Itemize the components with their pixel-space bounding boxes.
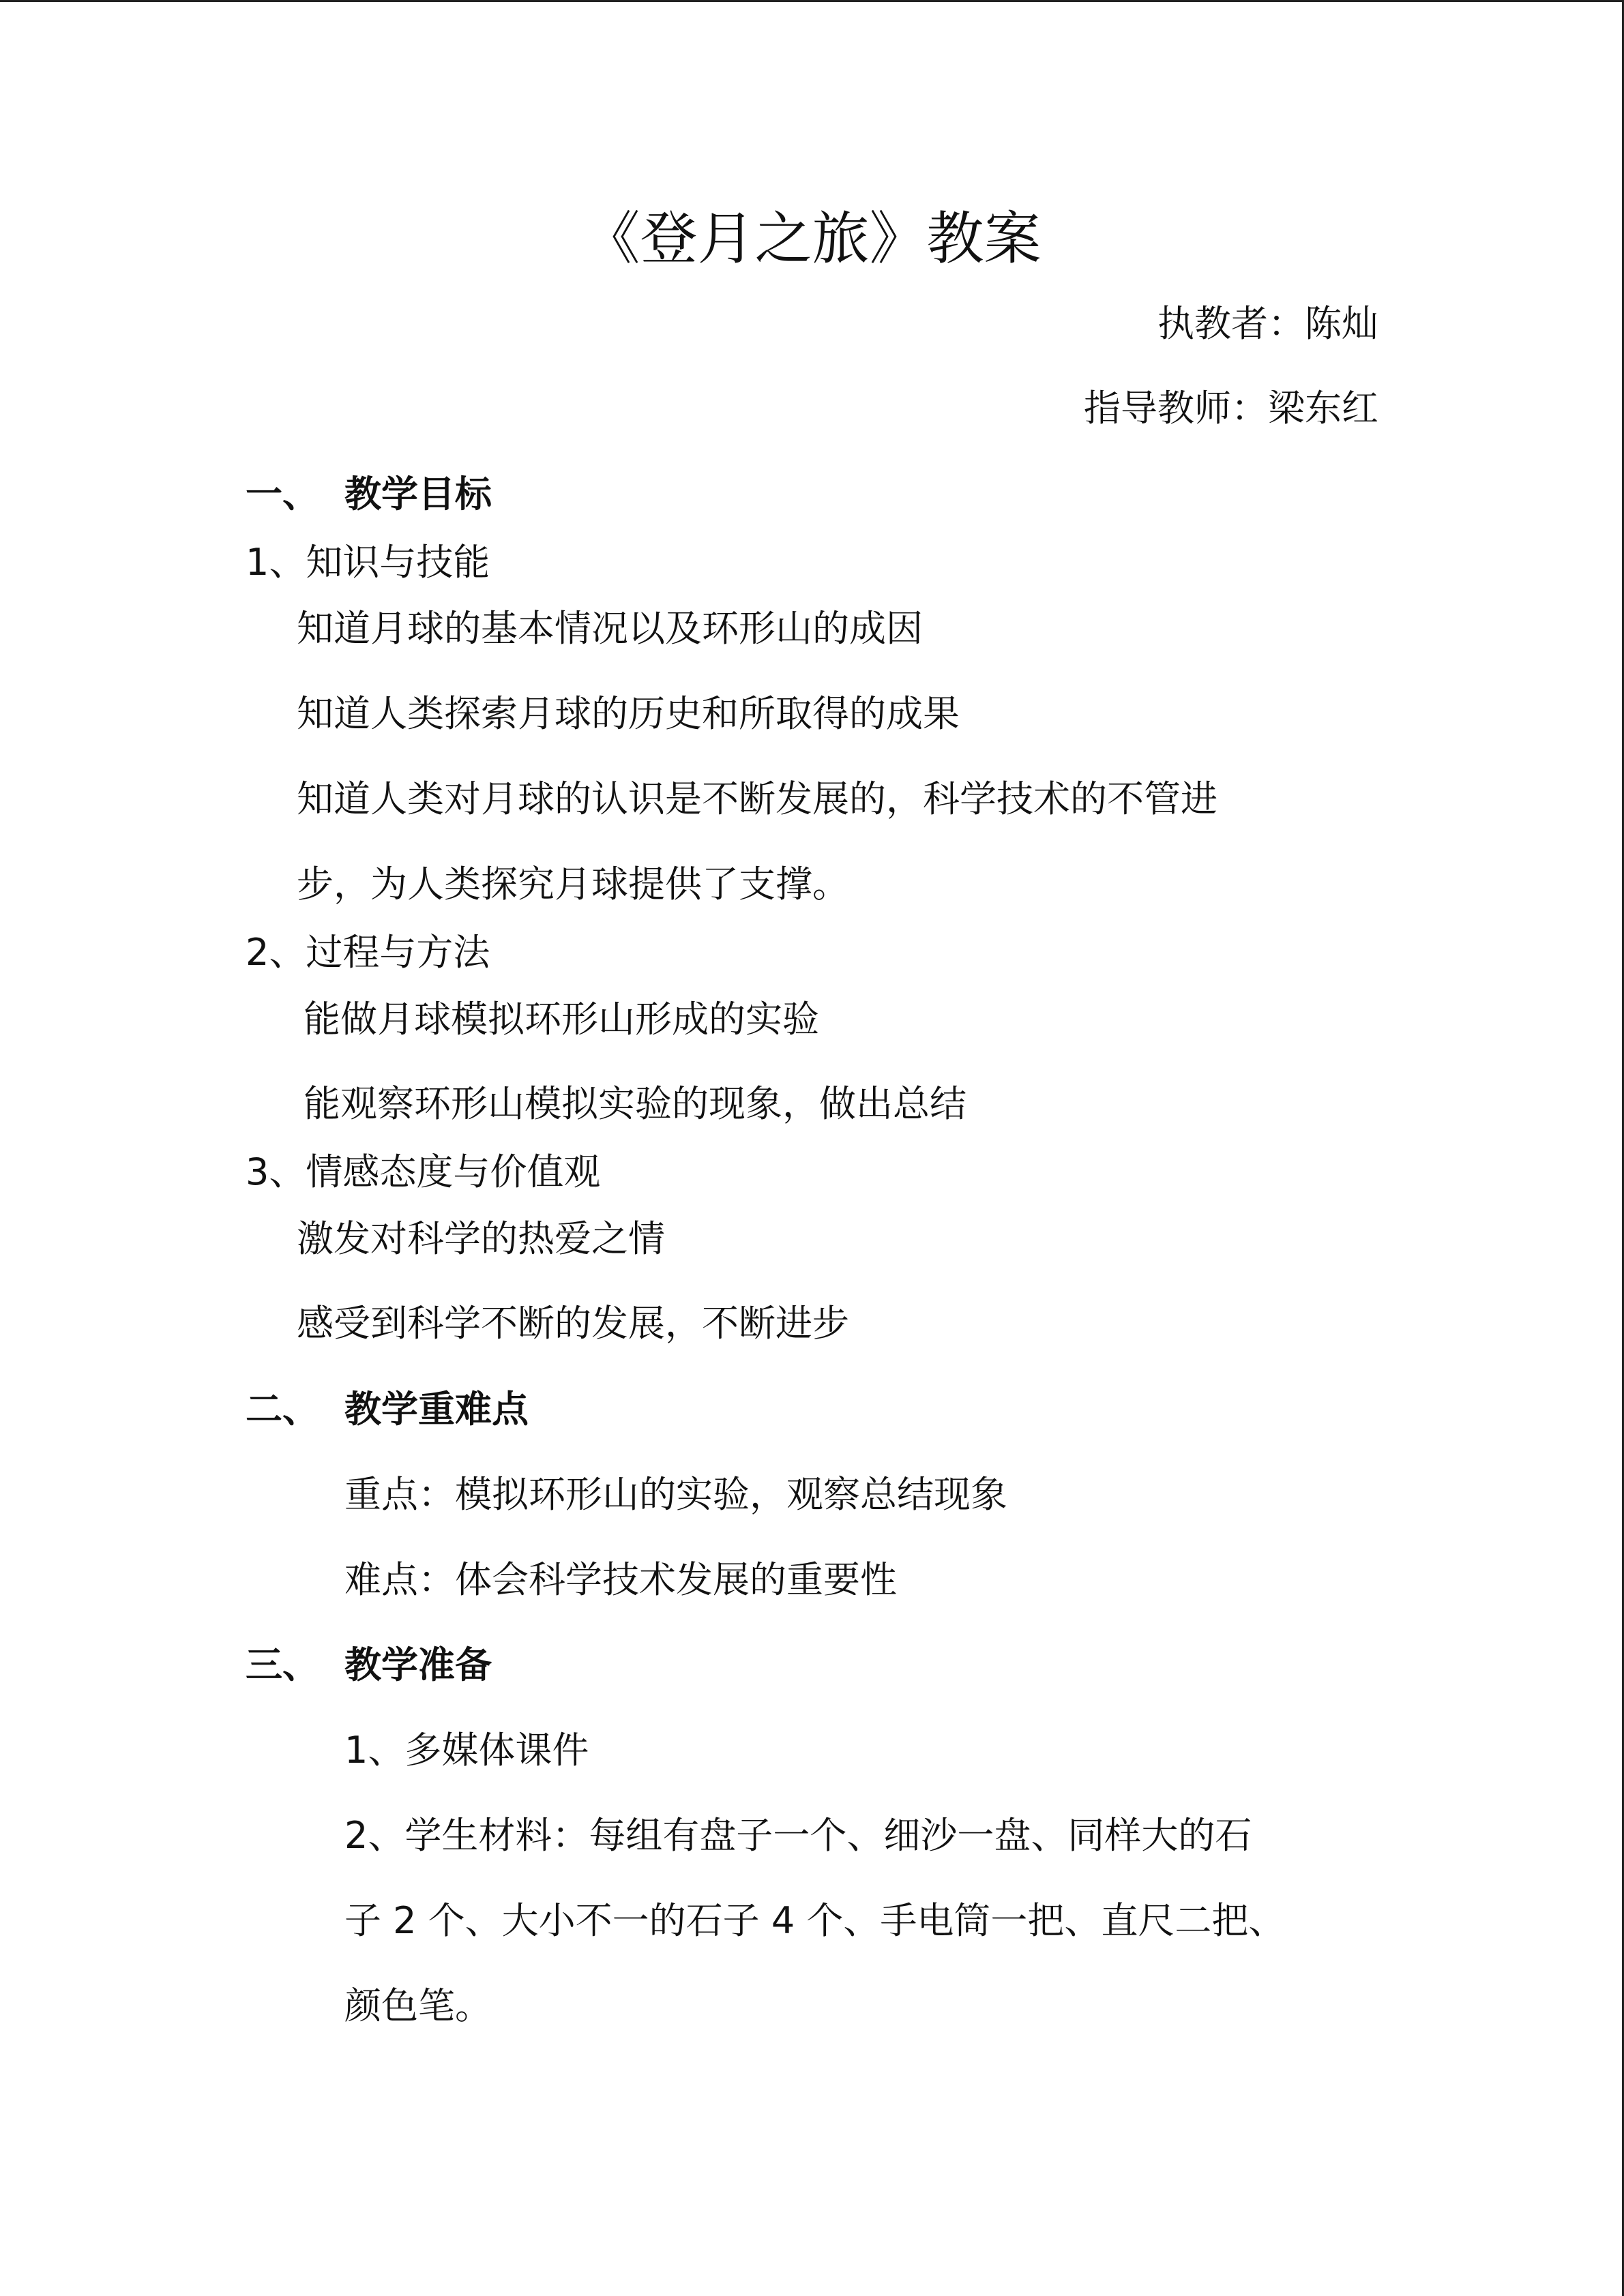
section2-number: 二、 bbox=[246, 1388, 319, 1431]
section3-line: 1、多媒体课件 bbox=[344, 1729, 589, 1772]
section2-heading: 教学重难点 bbox=[344, 1388, 529, 1431]
section1-heading: 教学目标 bbox=[344, 473, 492, 516]
section3-line: 子 2 个、大小不一的石子 4 个、手电筒一把、直尺二把、 bbox=[344, 1899, 1286, 1942]
section1-sub2-label: 2、过程与方法 bbox=[246, 931, 490, 974]
section1-sub3-line: 感受到科学不断的发展，不断进步 bbox=[297, 1302, 849, 1345]
section3-line: 2、学生材料：每组有盘子一个、细沙一盘、同样大的石 bbox=[344, 1814, 1252, 1857]
section2-line: 重点：模拟环形山的实验，观察总结现象 bbox=[344, 1473, 1007, 1516]
mentor-line: 指导教师：梁东红 bbox=[1084, 387, 1378, 430]
section3-number: 三、 bbox=[246, 1643, 319, 1686]
section1-sub1-line: 知道人类探索月球的历史和所取得的成果 bbox=[297, 692, 960, 735]
page-border-top bbox=[0, 0, 1624, 2]
section1-sub1-line: 知道月球的基本情况以及环形山的成因 bbox=[297, 607, 923, 650]
section1-sub2-line: 能观察环形山模拟实验的现象，做出总结 bbox=[304, 1082, 966, 1125]
section3-heading: 教学准备 bbox=[344, 1643, 492, 1686]
section1-number: 一、 bbox=[246, 473, 319, 516]
section1-sub3-label: 3、情感态度与价值观 bbox=[246, 1150, 601, 1193]
section1-sub2-line: 能做月球模拟环形山形成的实验 bbox=[304, 998, 819, 1041]
section1-sub3-line: 激发对科学的热爱之情 bbox=[297, 1217, 665, 1260]
document-title: 《登月之旅》教案 bbox=[582, 205, 1042, 272]
section3-line: 颜色笔。 bbox=[344, 1984, 492, 2027]
section1-sub1-line: 步，为人类探究月球提供了支撑。 bbox=[297, 863, 849, 906]
teacher-line: 执教者：陈灿 bbox=[1157, 302, 1378, 345]
section2-line: 难点：体会科学技术发展的重要性 bbox=[344, 1558, 897, 1601]
section1-sub1-line: 知道人类对月球的认识是不断发展的，科学技术的不管进 bbox=[297, 777, 1217, 820]
section1-sub1-label: 1、知识与技能 bbox=[246, 541, 490, 584]
